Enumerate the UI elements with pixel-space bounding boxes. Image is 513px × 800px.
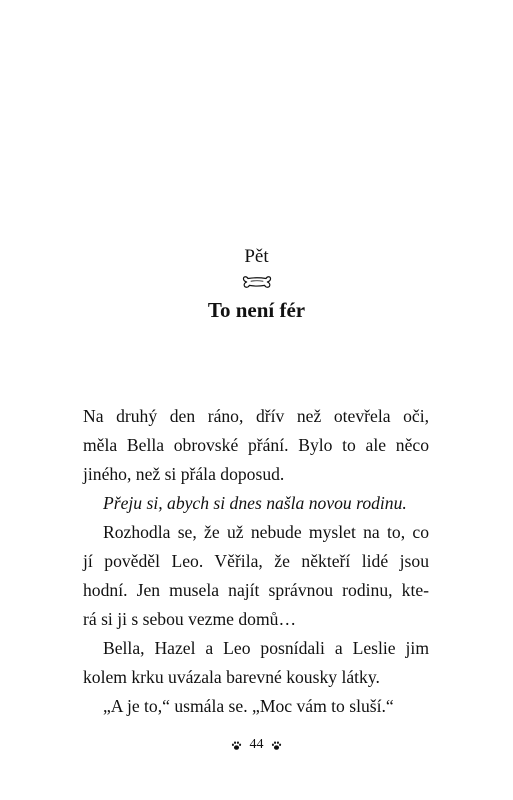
text-line: hodní. Jen musela najít správnou rodinu, kte-	[83, 580, 429, 600]
text-line: „A je to,“ usmála se. „Moc vám to sluší.“	[103, 696, 394, 716]
text-line: Přeju si, abych si dnes našla novou rodinu.	[103, 493, 407, 513]
text-line: Na druhý den ráno, dřív než otevřela oči,	[83, 406, 429, 426]
page-footer	[0, 736, 513, 754]
paragraph	[83, 692, 429, 721]
text-line: Rozhodla se, že už nebude myslet na to, co	[103, 522, 429, 542]
paw-print-icon	[271, 740, 282, 751]
chapter-title: To není fér	[207, 298, 306, 322]
text-line: jiného, než si přála doposud.	[83, 464, 285, 484]
page-number: 44	[249, 737, 264, 752]
text-line: kolem krku uvázala barevné kousky látky.	[83, 667, 380, 687]
dog-bone-icon	[242, 274, 272, 290]
paragraph	[83, 634, 429, 692]
paw-print-icon	[231, 740, 242, 751]
paragraph	[83, 518, 429, 634]
text-line: Bella, Hazel a Leo posnídali a Leslie jim	[103, 638, 429, 658]
text-line: měla Bella obrovské přání. Bylo to ale něco	[83, 435, 429, 455]
chapter-number: Pět	[244, 246, 269, 267]
text-line: rá si ji s sebou vezme domů…	[83, 609, 297, 629]
chapter-body-text	[83, 402, 429, 721]
text-line: jí pověděl Leo. Věřila, že někteří lidé jsou	[83, 551, 429, 571]
paragraph	[83, 489, 429, 518]
paragraph	[83, 402, 429, 489]
